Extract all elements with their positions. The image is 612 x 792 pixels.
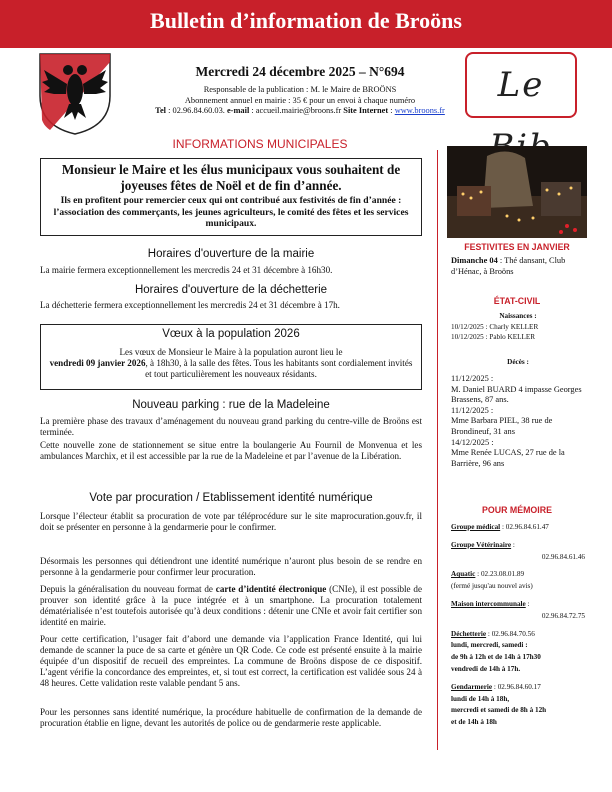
festivites-desc: : Thé dansant, Club d’Hénac, à Broöns [451,256,566,276]
vote-p3c: (CNIe), il est possible de prouver son identité grâce à la puce intégrée et à un smartphone. La procuration totalement dématérialisée n’est toutefois autorisée qu’à deux conditions : détenir une CNIe et avoir fait certifier son identité en mairie. [40,584,422,627]
email-label: e-mail [226,106,250,115]
memo-item [451,599,585,611]
responsable-line: Responsable de la publication : M. le Maire de BROÖNS [203,85,397,94]
memo-label: Groupe Vétérinaire [451,540,512,549]
parking-title: Nouveau parking : rue de la Madeleine [132,399,330,411]
memo-label: Maison intercommunale [451,599,526,608]
memo-item [451,705,585,717]
vote-p5: Pour les personnes sans identité numérique, la procédure habituelle de confirmation de la demande de procuration établie en ligne, devant les autorités de police ou de gendarmerie reste applicable. [40,707,422,728]
list-item: 10/12/2025 : Pablo KELLER [451,332,536,341]
memo-value: : 02.96.84.60.17 [492,682,541,691]
logo-text: Le [497,65,545,105]
memo-item [451,640,585,652]
publication-info [124,85,476,117]
vote-p4: Pour cette certification, l’usager fait d’abord une demande via l’application France Identité, qui lui demande de scanner la puce de sa carte et génère un QR Code. Ce code est présenté ensuite à la mairie équipée d’un dispositif de recueil des empreintes. La commune de Broöns dispose de ce dispositif. L’agent vérifie la concordance des empreintes, et, si tout est correct, la certification est validée sous 24 à 48 heures. Cette validation reste valable pendant 5 ans. [40,634,422,688]
vote-p3b: carte d’identité électronique [215,584,327,594]
deces-date: 11/12/2025 : [451,405,494,415]
memo-item [451,552,585,564]
memo-value: lundi, mercredi, samedi : [451,641,528,650]
memo-item [451,581,585,593]
memo-item [451,629,585,641]
naissances-label-text: Naissances : [499,312,537,320]
vote-p1: Lorsque l’électeur établit sa procuration de vote par téléprocédure sur le site maprocuration.gouv.fr, il doit se présenter en personne à la gendarmerie pour le confirmer. [40,511,422,532]
vote-p3 [40,584,422,628]
list-item [451,374,585,406]
etat-civil-title: ÉTAT-CIVIL [493,296,541,306]
memo-item [451,664,585,676]
vote-title: Vote par procuration / Etablissement identité numérique [89,492,373,504]
memo-value: lundi de 14h à 18h, [451,694,510,703]
memo-value: : 02.96.84.70.56 [486,629,535,638]
memo-value: : 02.96.84.61.47 [500,523,549,531]
deces-text: Mme Barbara PIEL, 38 rue de Brondineuf, 31 ans [451,416,553,436]
section-heading: INFORMATIONS MUNICIPALES [172,137,348,151]
deces-list [451,374,585,469]
festivites-day: Dimanche 04 [451,256,498,265]
deces-date: 14/12/2025 : [451,437,494,447]
memo-value: et de 14h à 18h [451,718,497,727]
memo-value: : [525,599,530,608]
memo-value: mercredi et samedi de 8h à 12h [451,706,547,715]
memo-item [451,522,585,534]
memo-label: Gendarmerie [451,682,493,691]
vote-p2: Désormais les personnes qui détiendront une identité numérique n’auront plus besoin de se rendre en personne à la gendarmerie pour confirmer leur procuration. [40,556,422,577]
memo-value: de 9h à 12h et de 14h à 17h30 [451,653,541,662]
voeux-line1: Les vœux de Monsieur le Maire à la population auront lieu le [119,347,343,357]
deces-label [451,358,585,368]
tel-label: Tel [155,106,166,115]
deces-date: 11/12/2025 : [451,374,494,383]
memo-item [451,694,585,706]
greeting-main: Monsieur le Maire et les élus municipaux vous souhaitent de joyeuses fêtes de Noël et de fin d’année. [61,162,401,193]
list-item: 10/12/2025 : Charly KELLER [451,323,539,331]
memo-item [451,611,585,623]
greeting-sub: Ils en profitent pour remercier ceux qui ont contribué aux festivités de fin d’année : l’association des commerçants, les jeunes agriculteurs, le comité des fêtes et les services municipaux. [53,195,409,229]
site-link[interactable]: www.broons.fr [394,106,445,115]
voeux-line2: , à 18h30, à la salle des fêtes. Tous les habitants sont cordialement invités et tout particulièrement les nouveaux résidants. [145,358,413,379]
deces-text: M. Daniel BUARD 4 impasse Georges Brassens, 87 ans. [451,384,582,405]
site-label: Site Internet [343,106,389,115]
list-item [451,438,585,470]
parking-p2: Cette nouvelle zone de stationnement se situe entre la boulangerie Au Fournil de Monvenua et les ambulances Marchix, et il est accessible par la rue de la Madeleine et par l’avenue de la Libération. [40,440,422,461]
memo-value: 02.96.84.72.75 [541,611,585,620]
memo-label: Déchetterie [451,629,487,638]
header-banner [0,0,612,48]
contact-line [124,106,476,117]
memo-item [451,569,585,581]
decheterie-title: Horaires d'ouverture de la déchetterie [134,284,328,296]
site-sep: : [388,106,395,115]
christmas-photo [447,146,587,238]
festivites-title: FESTIVITES EN JANVIER [464,242,570,252]
vote-p3a: Depuis la généralisation du nouveau format de [40,584,216,594]
pour-memoire-title: POUR MÉMOIRE [482,505,552,515]
memo-item [451,717,585,729]
column-divider [437,150,438,750]
town-crest-icon [36,50,114,136]
festivites-text [451,256,585,277]
memo-item [451,682,585,694]
issue-dateline: Mercredi 24 décembre 2025 – N°694 [195,64,405,79]
memo-value: (fermé jusqu'au nouvel avis) [451,582,533,591]
voeux-text [46,347,416,380]
decheterie-text: La déchetterie fermera exceptionnellement les mercredis 24 et 31 décembre à 17h. [40,300,340,310]
memo-value: : [511,540,515,549]
mairie-title: Horaires d'ouverture de la mairie [147,248,315,260]
memo-list [451,522,585,729]
greeting-box [40,158,422,236]
memo-value: vendredi de 14h à 17h. [451,664,521,673]
mairie-text: La mairie fermera exceptionnellement les mercredis 24 et 31 décembre à 16h30. [40,265,333,275]
memo-item [451,540,585,552]
voeux-date: vendredi 09 janvier 2026 [49,358,146,368]
voeux-title: Vœux à la population 2026 [162,328,300,340]
abonnement-line: Abonnement annuel en mairie : 35 € pour un envoi à chaque numéro [184,95,416,105]
naissances-label [451,312,585,322]
deces-text: Mme Renée LUCAS, 27 rue de la Barrière, 96 ans [451,448,565,468]
naissances-list [451,323,585,342]
tel-value: : 02.96.84.60.03. [166,106,227,115]
deces-label-text: Décès : [507,358,529,366]
bulletin-title: Bulletin d’information de Broöns [150,8,462,33]
le-bib-logo [465,52,577,118]
memo-value: 02.96.84.61.46 [541,552,585,561]
memo-item [451,652,585,664]
memo-label: Groupe médical [451,523,501,531]
memo-label: Aquatic [451,570,476,579]
list-item [451,406,585,438]
parking-p1: La première phase des travaux d’aménagement du nouveau grand parking du centre-ville de Broöns est terminée. [40,416,422,437]
memo-value: : 02.23.08.01.89 [475,570,525,579]
email-value: : accueil.mairie@broons.fr [249,106,344,115]
